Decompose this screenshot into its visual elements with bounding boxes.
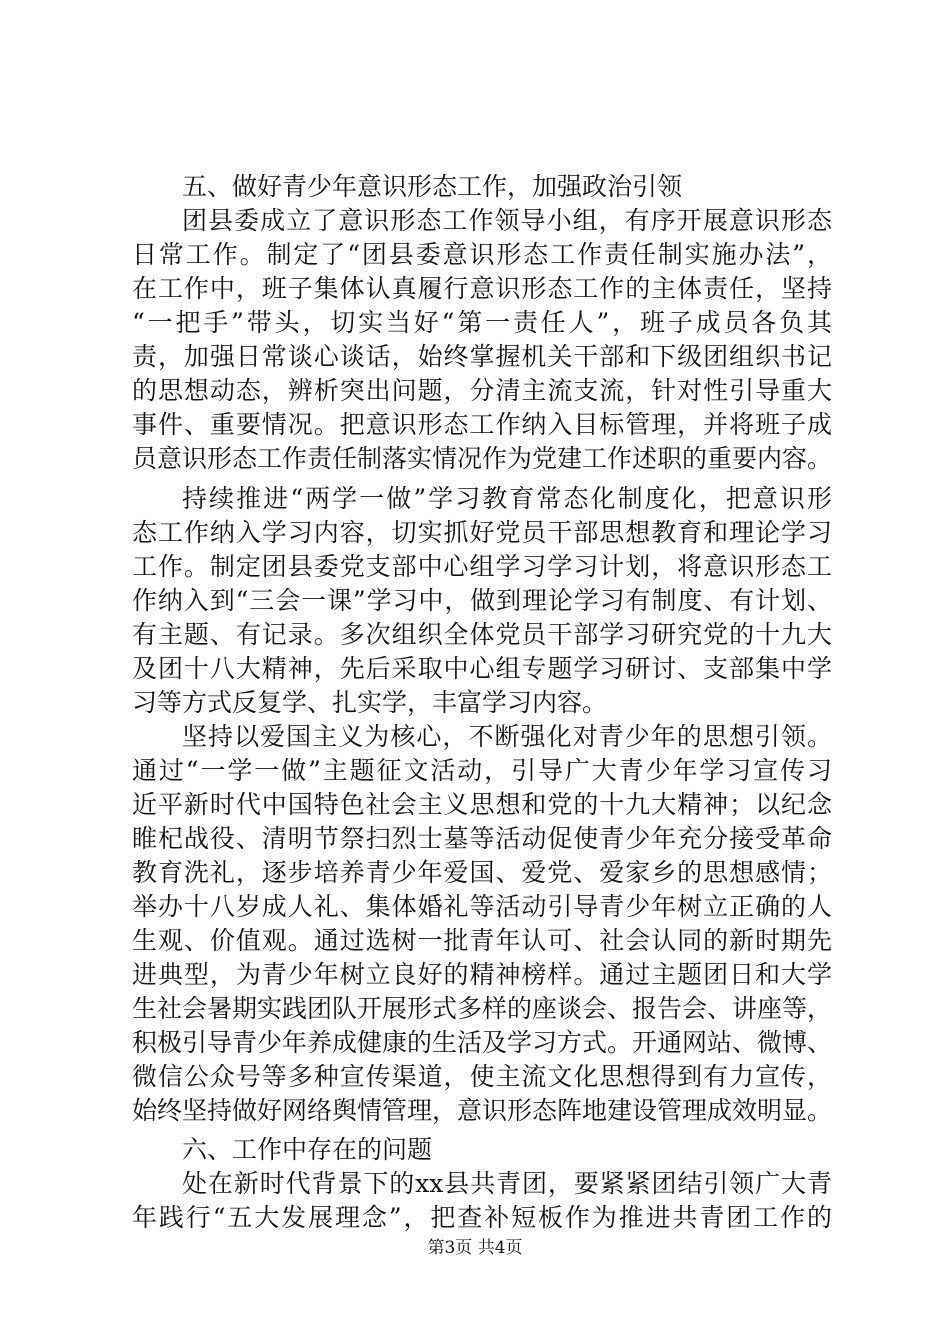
section-heading-5: 五、做好青少年意识形态工作，加强政治引领 — [182, 172, 683, 201]
paragraph-line: 生社会暑期实践团队开展形式多样的座谈会、报告会、讲座等， — [132, 994, 832, 1023]
paragraph-line: 生观、价值观。通过选树一批青年认可、社会认同的新时期先 — [132, 926, 832, 955]
paragraph-line: 始终坚持做好网络舆情管理，意识形态阵地建设管理成效明显。 — [132, 1096, 832, 1125]
paragraph-line: 进典型，为青少年树立良好的精神榜样。通过主题团日和大学 — [132, 960, 832, 989]
paragraph-line: 持续推进“两学一做”学习教育常态化制度化，把意识形 — [182, 484, 832, 513]
paragraph-line: 睢杞战役、清明节祭扫烈士墓等活动促使青少年充分接受革命 — [132, 824, 832, 853]
page-footer: 第3页 共4页 — [427, 1238, 523, 1258]
paragraph-line: 及团十八大精神，先后采取中心组专题学习研讨、支部集中学 — [132, 654, 832, 683]
paragraph-line: 坚持以爱国主义为核心，不断强化对青少年的思想引领。 — [182, 722, 832, 751]
paragraph-line: 责，加强日常谈心谈话，始终掌握机关干部和下级团组织书记 — [132, 342, 832, 371]
paragraph-line: 员意识形态工作责任制落实情况作为党建工作述职的重要内容。 — [132, 444, 832, 473]
section-heading-6: 六、工作中存在的问题 — [182, 1135, 433, 1164]
paragraph-line: 作纳入到“三会一课”学习中，做到理论学习有制度、有计划、 — [132, 586, 832, 615]
paragraph-line: 处在新时代背景下的xx县共青团，要紧紧团结引领广大青 — [182, 1169, 832, 1198]
paragraph-line: 年践行“五大发展理念”，把查补短板作为推进共青团工作的 — [132, 1203, 832, 1232]
paragraph-line: 习等方式反复学、扎实学，丰富学习内容。 — [132, 688, 608, 717]
paragraph-line: 微信公众号等多种宣传渠道，使主流文化思想得到有力宣传， — [132, 1062, 832, 1091]
paragraph-line: 近平新时代中国特色社会主义思想和党的十九大精神；以纪念 — [132, 790, 832, 819]
paragraph-line: 事件、重要情况。把意识形态工作纳入目标管理，并将班子成 — [132, 410, 832, 439]
paragraph-line: 有主题、有记录。多次组织全体党员干部学习研究党的十九大 — [132, 620, 832, 649]
paragraph-line: 积极引导青少年养成健康的生活及学习方式。开通网站、微博、 — [132, 1028, 832, 1057]
paragraph-line: 日常工作。制定了“团县委意识形态工作责任制实施办法”， — [132, 240, 832, 269]
paragraph-line: 工作。制定团县委党支部中心组学习学习计划，将意识形态工 — [132, 552, 832, 581]
paragraph-line: 的思想动态，辨析突出问题，分清主流支流，针对性引导重大 — [132, 376, 832, 405]
paragraph-line: 在工作中，班子集体认真履行意识形态工作的主体责任，坚持 — [132, 274, 832, 303]
paragraph-line: 通过“一学一做”主题征文活动，引导广大青少年学习宣传习 — [132, 756, 832, 785]
paragraph-line: 态工作纳入学习内容，切实抓好党员干部思想教育和理论学习 — [132, 518, 832, 547]
paragraph-line: 团县委成立了意识形态工作领导小组，有序开展意识形态 — [182, 206, 832, 235]
paragraph-line: 举办十八岁成人礼、集体婚礼等活动引导青少年树立正确的人 — [132, 892, 832, 921]
paragraph-line: “一把手”带头，切实当好“第一责任人”，班子成员各负其 — [132, 308, 832, 337]
paragraph-line: 教育洗礼，逐步培养青少年爱国、爱党、爱家乡的思想感情； — [132, 858, 832, 887]
